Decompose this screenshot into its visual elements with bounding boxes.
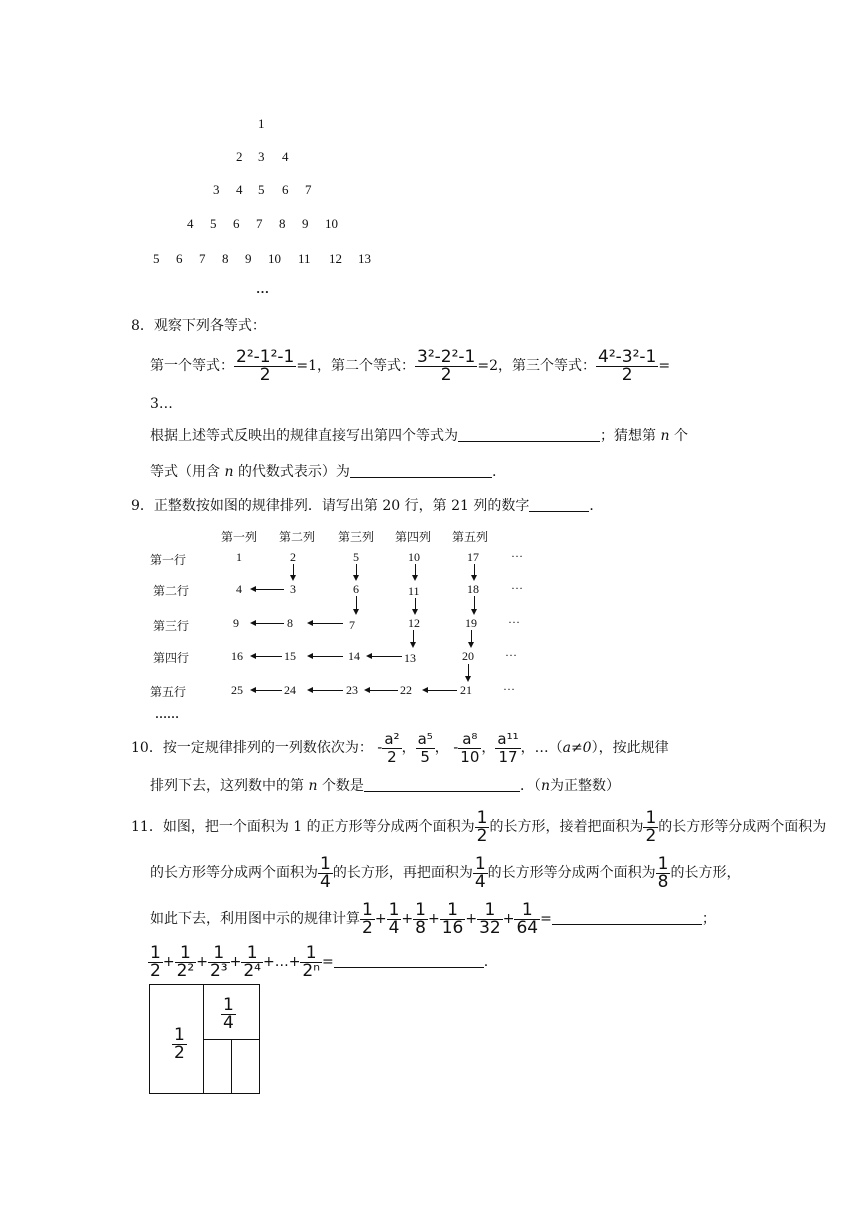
triangle-cell: 7	[256, 216, 263, 231]
equals-sign: =	[322, 954, 334, 970]
grid-cell: 8	[287, 616, 293, 630]
q11-t5: 的长方形等分成两个面积为	[487, 865, 656, 881]
q8-eq2-label: 第二个等式：	[331, 358, 415, 374]
fraction-numerator: 1	[175, 945, 197, 963]
plus-sign: +	[196, 954, 208, 970]
arrow-left	[428, 690, 457, 691]
arrow-head-down	[290, 575, 296, 581]
fraction-quarter	[318, 853, 333, 892]
col-header: 第二列	[279, 530, 316, 544]
q10-n: n	[308, 778, 318, 794]
grid-ellipsis: …	[503, 679, 515, 693]
grid-cell: 15	[284, 649, 296, 663]
triangle-cell: 6	[176, 251, 183, 266]
fraction-numerator: 4²-3²-1	[598, 346, 657, 367]
fraction-denominator: 2	[476, 825, 488, 846]
fraction-denominator: 4	[320, 871, 331, 892]
q8-ask2: ；猜想第	[600, 428, 656, 444]
q8-number: 8．	[131, 318, 154, 334]
fraction-numerator: 1	[474, 853, 486, 874]
q8-ask1: 根据上述等式反映出的规律直接写出第四个等式为	[150, 428, 458, 444]
arrow-left	[313, 690, 343, 691]
q10-condition: a≠0	[562, 740, 592, 756]
triangle-cell: 12	[329, 251, 342, 266]
fraction-numerator: 3²-2²-1	[417, 346, 476, 367]
q9-number: 9．	[131, 498, 154, 514]
col-header: 第三列	[338, 530, 375, 544]
q11-line4	[148, 940, 488, 984]
grid-cell: 17	[467, 550, 479, 564]
arrow-head-left	[250, 653, 256, 659]
q8-title-text: 观察下列各等式：	[153, 318, 266, 334]
q11-t3: 的长方形等分成两个面积为	[658, 819, 827, 835]
arrow-head-down	[410, 642, 416, 648]
q8-eq2-result: =2，	[477, 358, 512, 374]
q8-equations	[150, 346, 670, 386]
triangle-cell: 4	[282, 149, 289, 164]
arrow-left	[256, 656, 282, 657]
q10-line2c: ．（	[519, 778, 541, 794]
q10-term-fraction	[458, 731, 481, 766]
triangle-cell: 5	[258, 182, 265, 197]
plus-sign: +	[288, 954, 301, 970]
grid-cell: 14	[348, 649, 360, 663]
arrow-head-left	[307, 620, 313, 626]
fraction-numerator: 1	[657, 853, 669, 874]
arrow-left	[256, 589, 284, 590]
q8-continuation: 3…	[150, 396, 173, 412]
row-header: 第五行	[150, 685, 187, 699]
q8-eq1-result: =1，	[296, 358, 331, 374]
fraction-numerator: 1	[415, 899, 426, 920]
q11-line3	[150, 898, 716, 940]
fraction-numerator: 1	[440, 902, 466, 920]
fraction-numerator: 1	[241, 945, 263, 963]
arrow-head-down	[471, 575, 477, 581]
fraction-denominator: 4	[388, 917, 400, 938]
row-header: 第一行	[150, 553, 187, 567]
q8-title	[131, 316, 266, 336]
fraction-denominator: 4	[223, 1013, 234, 1033]
fraction-numerator: a¹¹	[497, 729, 519, 748]
grid-cell: 19	[465, 616, 477, 630]
arrow-head-down	[412, 575, 418, 581]
triangle-cell: 2	[236, 149, 243, 164]
triangle-cell: 10	[268, 251, 281, 266]
sum-term	[148, 942, 163, 981]
triangle-cell: 9	[302, 216, 309, 231]
arrow-head-left	[250, 586, 256, 592]
q11-semicolon: ；	[701, 911, 716, 927]
q11-line2	[150, 852, 740, 894]
divider-vertical-eighth	[231, 1039, 232, 1093]
plus-sign: +	[401, 911, 414, 927]
fraction-numerator: a²	[384, 729, 400, 748]
fraction-denominator: 17	[498, 747, 518, 766]
grid-cell: 12	[408, 616, 420, 630]
q10-text1: 按一定规律排列的一列数依次为：	[162, 740, 373, 756]
plus-sign: +	[162, 954, 175, 970]
arrow-left	[313, 656, 343, 657]
q11-t6: 的长方形，	[670, 865, 741, 881]
triangle-cell: 3	[213, 182, 220, 197]
fraction-denominator: 2	[362, 917, 373, 938]
sum-term	[514, 899, 540, 938]
q10-line2	[150, 776, 620, 796]
arrow-left	[256, 623, 284, 624]
grid-cell: 21	[460, 683, 472, 697]
fraction-numerator: 1	[388, 899, 400, 920]
fraction-denominator: 2²	[176, 960, 195, 981]
triangle-cell: 5	[210, 216, 217, 231]
arrow-head-left	[250, 687, 256, 693]
q9-answer-blank[interactable]	[529, 497, 589, 512]
fraction-numerator: a⁵	[417, 729, 433, 748]
fraction-numerator: 1	[362, 899, 373, 920]
sum-term	[477, 899, 503, 938]
q8-ask3: 个	[673, 428, 688, 444]
sum-term	[387, 899, 402, 938]
fraction-denominator: 2	[174, 1043, 185, 1063]
fraction-denominator: 8	[415, 917, 426, 938]
arrow-head-left	[307, 653, 313, 659]
q11-t3b: 的长方形等分成两个面积为	[150, 865, 318, 881]
triangle-ellipsis: …	[256, 281, 269, 296]
q10-line2b: 个数是	[321, 778, 364, 794]
q10-line1: 10．按一定规律排列的一列数依次为： - $\frac{\text{a²}}{2}$ ， $\frac{\text{a⁵}}{5}$ ， - $\frac{\text{a⁸}}{10}$ ， $\frac{\text{a¹¹}}{17}$ ，…（a≠0），按此规律	[131, 729, 669, 766]
fraction-numerator: 1	[150, 942, 161, 963]
grid-ellipsis: …	[511, 546, 523, 560]
grid-cell: 2	[290, 550, 296, 564]
q8-eq3-result: =	[658, 358, 671, 374]
triangle-cell: 8	[279, 216, 286, 231]
fraction-denominator: 2	[150, 960, 161, 981]
fraction-quarter	[473, 853, 488, 892]
triangle-cell: 13	[358, 251, 371, 266]
q8-n: n	[660, 428, 670, 444]
q8-ask-line2	[150, 462, 496, 482]
q10-text2: ，…（	[520, 740, 563, 756]
q10-term-sign: -	[453, 740, 459, 756]
q8-eq3-fraction	[596, 346, 658, 385]
arrow-left	[256, 690, 282, 691]
q11-t2: 的长方形，接着把面积为	[489, 819, 644, 835]
q10-term-fraction	[416, 731, 435, 766]
fraction-numerator: 1	[223, 995, 234, 1015]
grid-cell: 1	[236, 550, 242, 564]
arrow-head-left	[422, 687, 428, 693]
arrow-head-down	[412, 609, 418, 615]
fraction-denominator: 32	[479, 917, 501, 938]
q11-line1	[131, 806, 826, 848]
fraction-numerator: 1	[320, 853, 331, 874]
arrow-head-left	[366, 653, 372, 659]
arrow-head-down	[353, 575, 359, 581]
col-header: 第四列	[395, 530, 432, 544]
fraction-numerator: a⁸	[458, 731, 481, 749]
ellipsis: …	[274, 954, 289, 970]
sum-term	[413, 899, 428, 938]
q8-ask4: 等式（用含	[150, 464, 220, 480]
fraction-numerator: 1	[477, 902, 503, 920]
grid-cell: 23	[346, 683, 358, 697]
q11-answer-blank-1[interactable]	[552, 910, 702, 925]
more-rows-ellipsis: ……	[155, 707, 179, 721]
fraction-quarter	[221, 997, 236, 1032]
q8-answer-blank-2[interactable]	[350, 463, 492, 478]
grid-cell: 10	[408, 550, 420, 564]
fraction-half	[643, 807, 658, 846]
fraction-denominator: 2	[387, 747, 397, 766]
fraction-numerator: 1	[174, 1025, 185, 1045]
grid-cell: 18	[467, 582, 479, 596]
arrow-head-left	[250, 620, 256, 626]
row-header: 第三行	[153, 619, 190, 633]
arrow-left	[313, 623, 343, 624]
fraction-numerator: 1	[645, 807, 657, 828]
q8-ask-line1	[150, 426, 688, 446]
sum-term	[208, 942, 230, 981]
q10-term-sign: -	[377, 740, 383, 756]
fraction-numerator: 1	[514, 902, 540, 920]
grid-ellipsis: …	[505, 645, 517, 659]
fraction-denominator: 4	[474, 871, 486, 892]
equals-sign: =	[540, 911, 552, 927]
q10-term-fraction	[495, 731, 520, 766]
grid-cell: 3	[290, 582, 296, 596]
sum-term	[300, 942, 322, 981]
grid-cell: 5	[353, 550, 359, 564]
plus-sign: +	[502, 911, 515, 927]
q11-answer-blank-2[interactable]	[334, 953, 484, 968]
arrow-head-down	[471, 609, 477, 615]
row-header: 第四行	[153, 651, 190, 665]
triangle-cell: 4	[236, 182, 243, 197]
triangle-cell: 8	[222, 251, 229, 266]
q11-t1: 如图，把一个面积为 1 的正方形等分成两个面积为	[162, 819, 475, 835]
grid-cell: 24	[284, 683, 296, 697]
triangle-cell: 6	[233, 216, 240, 231]
q10-text3: ），按此规律	[591, 740, 669, 756]
col-header: 第一列	[221, 530, 258, 544]
grid-cell: 13	[404, 651, 416, 665]
fraction-denominator: 2	[621, 364, 633, 385]
arrow-head-left	[364, 687, 370, 693]
sum-term	[241, 942, 263, 981]
fraction-numerator: 1	[208, 945, 230, 963]
q10-line2d: 为正整数）	[549, 778, 620, 794]
sum-term	[360, 899, 375, 938]
fraction-numerator: 2²-1²-1	[236, 346, 295, 367]
q11-t4: 的长方形，再把面积为	[332, 865, 473, 881]
arrow-down	[474, 596, 475, 610]
triangle-cell: 11	[298, 251, 311, 266]
q8-answer-blank-1[interactable]	[458, 427, 600, 442]
q10-number: 10．	[131, 740, 163, 756]
fraction-denominator: 16	[441, 917, 464, 938]
q11-period: .	[483, 954, 489, 970]
q8-ask5: 的代数式表示）为	[237, 464, 350, 480]
q8-period: .	[491, 464, 497, 480]
fraction-denominator: 2	[259, 364, 271, 385]
plus-sign: +	[374, 911, 387, 927]
fraction-denominator: 10	[460, 747, 480, 766]
col-header: 第五列	[452, 530, 489, 544]
q9-period: ．	[589, 498, 604, 514]
plus-sign: +	[427, 911, 440, 927]
sum-term	[175, 942, 197, 981]
grid-cell: 6	[353, 582, 359, 596]
grid-cell: 22	[400, 683, 412, 697]
grid-cell: 20	[462, 649, 474, 663]
triangle-cell: 7	[305, 182, 312, 197]
fraction-eighth	[656, 853, 671, 892]
grid-ellipsis: …	[511, 578, 523, 592]
q8-eq1-fraction	[234, 346, 296, 385]
q8-eq3-label: 第三个等式：	[512, 358, 596, 374]
triangle-cell: 10	[325, 216, 338, 231]
fraction-half	[172, 1027, 187, 1062]
q11-t7: 如此下去，利用图中示的规律计算	[150, 911, 360, 927]
triangle-cell: 9	[245, 251, 252, 266]
fraction-numerator: 1	[300, 945, 322, 963]
arrow-head-down	[465, 676, 471, 682]
grid-cell: 25	[231, 683, 243, 697]
fraction-denominator: 2⁴	[243, 960, 261, 981]
plus-sign: +	[262, 954, 275, 970]
grid-cell: 9	[233, 616, 239, 630]
label-half	[172, 1027, 187, 1062]
fraction-denominator: 2	[645, 825, 657, 846]
grid-cell: 11	[408, 584, 420, 598]
fraction-denominator: 2ⁿ	[302, 960, 321, 981]
grid-ellipsis: …	[508, 612, 520, 626]
arrow-left	[372, 656, 402, 657]
fraction-denominator: 2	[440, 364, 452, 385]
q10-answer-blank[interactable]	[364, 777, 520, 792]
fraction-numerator: 1	[476, 807, 488, 828]
arrow-head-left	[307, 687, 313, 693]
fraction-half	[475, 807, 490, 846]
fraction-denominator: 2³	[209, 960, 228, 981]
q10-line2a: 排列下去，这列数中的第	[150, 778, 304, 794]
arrow-head-down	[468, 642, 474, 648]
fraction-denominator: 64	[516, 917, 539, 938]
label-quarter	[221, 997, 236, 1032]
q9-question: 正整数按如图的规律排列．请写出第 20 行，第 21 列的数字	[153, 498, 530, 514]
q8-eq2-fraction	[415, 346, 477, 385]
arrow-head-down	[353, 609, 359, 615]
triangle-cell: 7	[199, 251, 206, 266]
grid-cell: 7	[349, 618, 355, 632]
fraction-denominator: 5	[420, 747, 430, 766]
grid-cell: 16	[231, 649, 243, 663]
q9-text	[131, 496, 603, 516]
q8-eq1-label: 第一个等式：	[150, 358, 234, 374]
q10-n: n	[540, 778, 550, 794]
q11-number: 11．	[131, 819, 163, 835]
triangle-cell: 4	[187, 216, 194, 231]
q8-n: n	[224, 464, 234, 480]
triangle-cell: 5	[153, 251, 160, 266]
plus-sign: +	[465, 911, 478, 927]
arrow-left	[370, 690, 398, 691]
row-header: 第二行	[153, 584, 190, 598]
arrow-down	[356, 596, 357, 610]
area-square-figure	[149, 984, 260, 1094]
fraction-denominator: 8	[657, 871, 669, 892]
triangle-cell: 3	[258, 149, 265, 164]
triangle-cell: 1	[258, 116, 265, 131]
triangle-cell: 6	[282, 182, 289, 197]
grid-cell: 4	[236, 582, 242, 596]
sum-term	[440, 899, 466, 938]
q10-term-fraction	[382, 731, 401, 766]
plus-sign: +	[229, 954, 242, 970]
